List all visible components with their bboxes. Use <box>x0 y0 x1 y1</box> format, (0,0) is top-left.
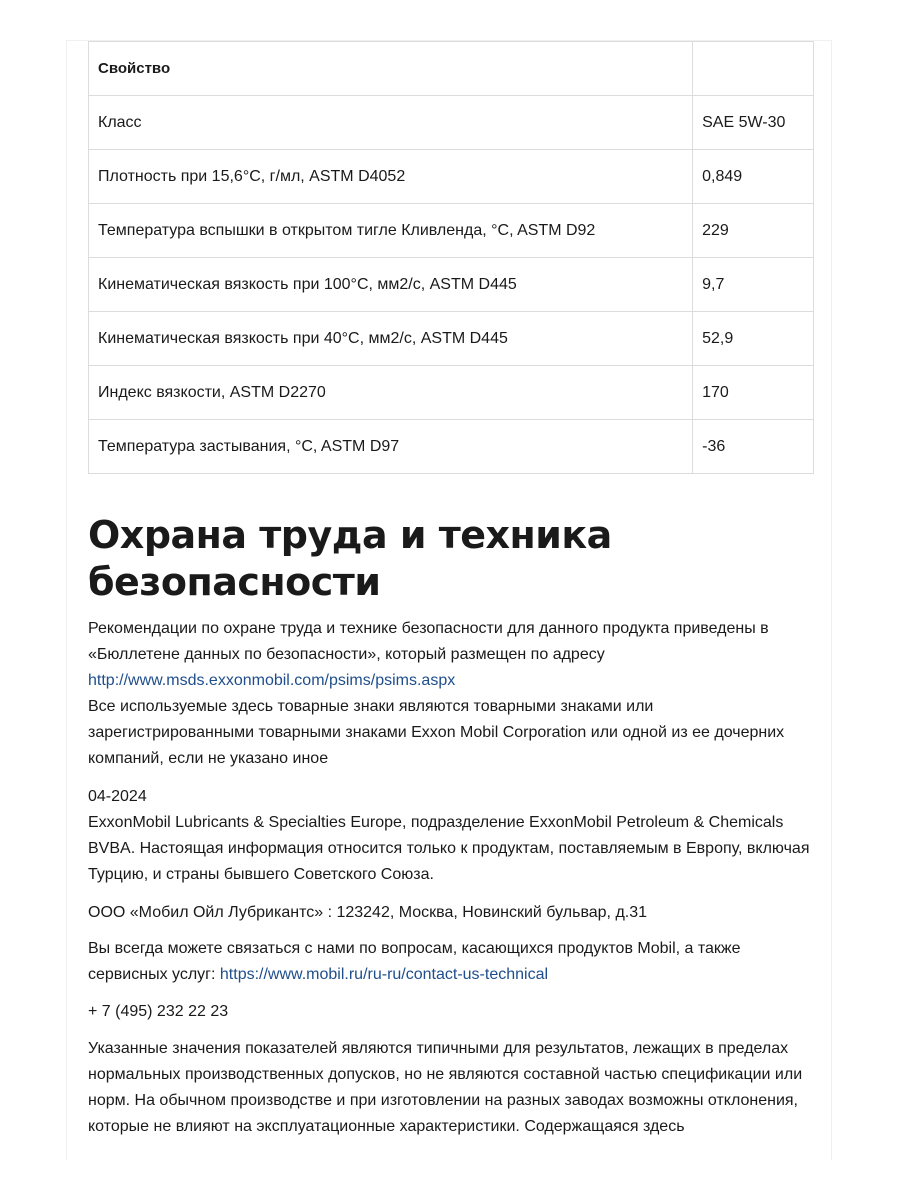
row-value: 9,7 <box>693 258 814 312</box>
row-property: Плотность при 15,6°C, г/мл, ASTM D4052 <box>89 150 693 204</box>
row-value: 170 <box>693 366 814 420</box>
row-property: Температура застывания, °C, ASTM D97 <box>89 420 693 474</box>
row-property: Класс <box>89 96 693 150</box>
table-row <box>89 96 814 150</box>
document-date <box>88 784 814 888</box>
row-value: 52,9 <box>693 312 814 366</box>
header-property: Свойство <box>89 42 693 96</box>
contact-text: Вы всегда можете связаться с нами по вопросам, касающихся продуктов Mobil, а также сервисных услуг: <box>88 940 741 983</box>
table-row <box>89 258 814 312</box>
row-property: Кинематическая вязкость при 100°C, мм2/с, ASTM D445 <box>89 258 693 312</box>
contact-paragraph <box>88 936 814 988</box>
row-property: Индекс вязкости, ASTM D2270 <box>89 366 693 420</box>
row-value: SAE 5W-30 <box>693 96 814 150</box>
table-row <box>89 420 814 474</box>
disclaimer-paragraph: Указанные значения показателей являются типичными для результатов, лежащих в пределах нормальных производственных допусков, но не являются составной частью спецификации или норм. На обычном производстве и при изготовлении на разных заводах возможны отклонения, которые не влияют на эксплуатационные характеристики. Содержащаяся здесь <box>88 1040 803 1135</box>
safety-intro-text: Рекомендации по охране труда и технике безопасности для данного продукта приведены в «Бюллетене данных по безопасности», который размещен по адресу <box>88 620 769 663</box>
safety-heading: Охрана труда и техника безопасности <box>88 513 612 604</box>
header-value <box>693 42 814 96</box>
company-text: ExxonMobil Lubricants & Specialties Europe, подразделение ExxonMobil Petroleum & Chemicals BVBA. Настоящая информация относится только к продуктам, поставляемым в Европу, включая Турцию, и страны бывшего Советского Союза. <box>88 814 810 883</box>
row-property: Температура вспышки в открытом тигле Кливленда, °C, ASTM D92 <box>89 204 693 258</box>
table-row <box>89 312 814 366</box>
table-row <box>89 204 814 258</box>
phone-number: + 7 (495) 232 22 23 <box>88 1003 229 1020</box>
row-value: 229 <box>693 204 814 258</box>
row-value: -36 <box>693 420 814 474</box>
table-row <box>89 366 814 420</box>
table-row <box>89 150 814 204</box>
properties-table <box>88 41 814 474</box>
row-value: 0,849 <box>693 150 814 204</box>
msds-link[interactable]: http://www.msds.exxonmobil.com/psims/psims.aspx <box>88 672 456 689</box>
trademark-text: Все используемые здесь товарные знаки являются товарными знаками или зарегистрированными товарными знаками Exxon Mobil Corporation или одной из ее дочерних компаний, если не указано иное <box>88 698 785 767</box>
table-header-row <box>89 42 814 96</box>
office-address: ООО «Мобил Ойл Лубрикантс» : 123242, Москва, Новинский бульвар, д.31 <box>88 904 648 921</box>
document-content <box>88 41 814 1140</box>
safety-paragraph <box>88 616 814 772</box>
row-property: Кинематическая вязкость при 40°C, мм2/с, ASTM D445 <box>89 312 693 366</box>
date-text: 04-2024 <box>88 788 147 805</box>
contact-link[interactable]: https://www.mobil.ru/ru-ru/contact-us-technical <box>219 966 549 983</box>
